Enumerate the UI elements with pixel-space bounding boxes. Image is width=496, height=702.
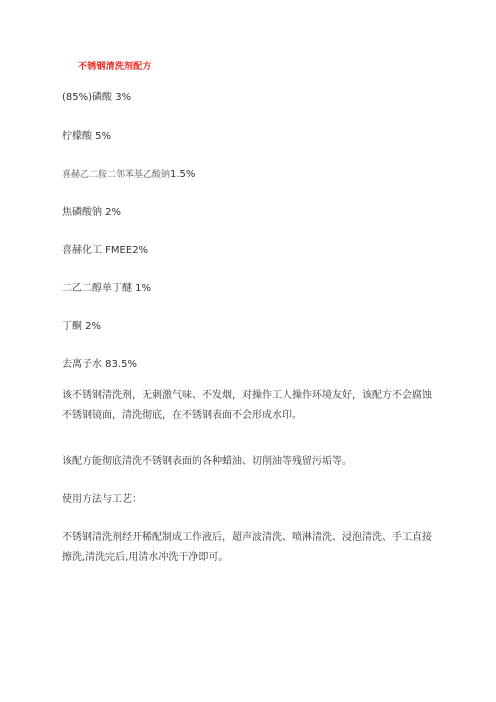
ingredient-diethylene-glycol-butyl-ether: 二乙二醇单丁醚 1% — [62, 283, 152, 294]
ingredient-edda-sodium — [62, 168, 195, 182]
ingredient-edda-sodium-name: 喜赫乙二胺二邻苯基乙酸钠 — [62, 170, 171, 180]
paragraph-description: 该不锈钢清洗剂，无刺激气味、不发烟，对操作工人操作环境友好，该配方不会腐蚀不锈钢镜面，清洗彻底，在不锈钢表面不会形成水印。 — [62, 390, 432, 421]
ingredient-fmee: 喜赫化工 FMEE2% — [62, 245, 149, 256]
ingredient-citric-acid: 柠檬酸 5% — [62, 131, 112, 142]
paragraph-usage: 不锈钢清洗剂经开稀配制成工作液后，超声波清洗、喷淋清洗、浸泡清洗、手工直接擦洗,清洗完后,用清水冲洗干净即可。 — [62, 532, 432, 563]
paragraph-usage-heading: 使用方法与工艺： — [62, 494, 142, 505]
ingredient-edda-sodium-amount: 1.5% — [170, 169, 196, 180]
ingredient-sodium-pyrophosphate: 焦磷酸钠 2% — [62, 207, 122, 218]
ingredient-butanone: 丁酮 2% — [62, 321, 102, 332]
document-title: 不锈钢清洗剂配方 — [78, 62, 152, 72]
paragraph-effect: 该配方能彻底清洗不锈钢表面的各种蜡油、切削油等残留污垢等。 — [62, 456, 352, 467]
ingredient-deionized-water: 去离子水 83.5% — [62, 359, 137, 370]
ingredient-phosphoric-acid: (85%)磷酸 3% — [62, 92, 132, 103]
